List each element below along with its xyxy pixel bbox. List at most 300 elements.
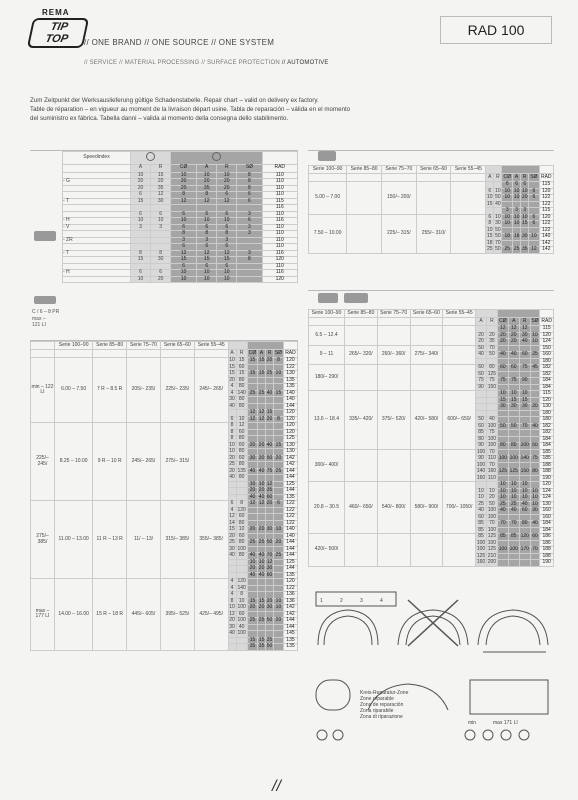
table-cell: 6 bbox=[131, 211, 151, 218]
sketch-dim-max: max 171 LI bbox=[493, 720, 518, 726]
table-cell: 6 bbox=[217, 244, 237, 251]
col-group-inside bbox=[486, 166, 502, 174]
table-cell: 30 bbox=[229, 545, 235, 552]
table-cell: 70 bbox=[530, 547, 540, 554]
table-cell: 40 bbox=[229, 630, 235, 636]
table-cell: 142 bbox=[539, 240, 553, 247]
series-cell bbox=[451, 182, 486, 215]
table-cell: 184 bbox=[540, 436, 554, 443]
table-cell: 15 bbox=[131, 257, 151, 264]
table-cell: 125 bbox=[509, 468, 518, 474]
sketch-dim-min: min bbox=[468, 720, 477, 726]
table-cell: 10 bbox=[513, 194, 520, 200]
table-cell: 10 bbox=[217, 276, 237, 283]
table-cell: 144 bbox=[283, 566, 297, 573]
table-cell: 125 bbox=[283, 436, 297, 443]
table-cell: 12 bbox=[236, 423, 247, 430]
table-cell: 122 bbox=[283, 520, 297, 527]
col-group-combi bbox=[171, 152, 262, 165]
column-header: R bbox=[486, 318, 497, 326]
truck-repair-table bbox=[30, 340, 298, 651]
series-cell: 245/– 265/ bbox=[194, 358, 228, 423]
table-cell: 20 bbox=[258, 565, 265, 571]
table-cell: 80 bbox=[236, 449, 247, 456]
table-cell: 10 bbox=[513, 213, 520, 220]
table-cell: 144 bbox=[283, 624, 297, 631]
table-cell: 8 bbox=[236, 501, 247, 508]
table-cell: 20 bbox=[229, 376, 235, 383]
table-cell: 40 bbox=[476, 352, 487, 359]
table-cell: 20 bbox=[273, 455, 283, 462]
table-cell: 115 bbox=[540, 326, 554, 333]
table-cell: 150 bbox=[520, 468, 529, 474]
table-cell: 100 bbox=[487, 422, 497, 429]
table-cell: 25 bbox=[486, 246, 493, 252]
series-cell: 11 R – 13 R bbox=[93, 501, 127, 579]
table-cell: 40 bbox=[497, 352, 508, 359]
table-cell: 50 bbox=[266, 617, 273, 623]
table-cell: 40 bbox=[258, 467, 265, 474]
table-cell: 122 bbox=[539, 227, 553, 234]
vehicle-load-label: 275/– 385/ bbox=[31, 501, 55, 579]
table-cell: 40 bbox=[236, 624, 247, 631]
table-cell: 75 bbox=[508, 378, 519, 385]
table-cell: 75 bbox=[476, 378, 487, 385]
series-cell bbox=[443, 365, 476, 391]
table-cell: 15 bbox=[258, 370, 265, 376]
table-cell: 50 bbox=[495, 233, 501, 239]
series-cell: 255/– 310/ bbox=[416, 214, 451, 253]
table-cell: 75 bbox=[497, 378, 508, 385]
vehicle-load-label: min – 122 LI bbox=[31, 358, 55, 423]
series-cell: 150/– 200/ bbox=[381, 182, 416, 215]
table-cell: 10 bbox=[530, 332, 540, 339]
series-cell bbox=[443, 345, 476, 365]
table-cell: 60 bbox=[236, 442, 247, 449]
header-cell bbox=[381, 174, 416, 182]
table-cell: 60 bbox=[236, 533, 247, 540]
table-cell: 30 bbox=[530, 508, 540, 515]
table-cell: 6 bbox=[529, 214, 539, 221]
table-cell: 10 bbox=[529, 234, 539, 241]
table-cell: 144 bbox=[283, 553, 297, 560]
table-cell bbox=[508, 560, 519, 567]
table-cell: 100 bbox=[237, 545, 246, 552]
col-rad bbox=[262, 152, 297, 165]
table-cell: 10 bbox=[171, 218, 197, 225]
table-cell: 184 bbox=[540, 443, 554, 450]
table-cell: 6 bbox=[529, 195, 539, 202]
column-header: CØ bbox=[248, 349, 257, 356]
table-cell: 10 bbox=[229, 441, 235, 448]
table-cell: 10 bbox=[519, 495, 530, 502]
table-cell: 10 bbox=[519, 482, 530, 489]
table-cell: 188 bbox=[540, 462, 554, 469]
table-cell: 6 bbox=[228, 416, 236, 423]
table-cell: 50 bbox=[495, 246, 501, 252]
table-cell: 10 bbox=[513, 187, 520, 194]
sketch-label: Kreis-Reparatur-Zone bbox=[360, 690, 409, 696]
truck-table bbox=[30, 341, 298, 651]
table-cell: 6 bbox=[486, 214, 494, 221]
tire-size-cell: 6.5 – 12.4 bbox=[309, 326, 345, 346]
table-cell: 10 bbox=[495, 187, 501, 194]
table-cell: 8 bbox=[171, 231, 197, 238]
series-cell: 9 R – 10 R bbox=[93, 423, 127, 501]
table-cell: 60 bbox=[497, 365, 508, 372]
series-cell bbox=[410, 326, 443, 346]
series-cell: 445/– 605/ bbox=[127, 579, 161, 651]
table-cell: 40 bbox=[508, 508, 519, 515]
table-cell: 10 bbox=[197, 172, 217, 179]
table-cell: 40 bbox=[497, 508, 508, 515]
table-cell: 10 bbox=[131, 276, 151, 283]
tire-size-cell: 13.6 – 18.4 bbox=[309, 391, 345, 450]
tire-size-cell: 5.00 – 7.00 bbox=[309, 182, 347, 215]
table-cell: 20 bbox=[476, 339, 487, 346]
table-cell: 25 bbox=[258, 389, 265, 396]
col-group-combi bbox=[247, 342, 283, 350]
table-cell: 100 bbox=[487, 442, 497, 448]
table-cell: 15 bbox=[273, 442, 283, 449]
table-cell: 40 bbox=[229, 402, 235, 409]
table-cell: 20 bbox=[486, 495, 497, 502]
tire-size-cell: 14.00 – 16.00 bbox=[55, 579, 93, 651]
table-cell: 142 bbox=[283, 605, 297, 612]
table-cell: 30 bbox=[266, 604, 273, 610]
table-cell: 140 bbox=[539, 234, 553, 241]
table-cell: 10 bbox=[497, 391, 508, 398]
table-cell: 60 bbox=[530, 534, 540, 541]
table-cell: 122 bbox=[539, 221, 553, 228]
table-cell: 15 bbox=[486, 200, 493, 207]
column-header: SØ bbox=[530, 173, 538, 180]
table-cell: 8 bbox=[273, 358, 283, 365]
table-cell: 80 bbox=[497, 443, 508, 450]
series-header: Serie 100–90 bbox=[55, 342, 93, 350]
series-header: Serie 55–45 bbox=[194, 342, 228, 350]
table-cell: 8 bbox=[197, 231, 217, 238]
table-cell: 180 bbox=[540, 358, 554, 365]
table-cell: 80 bbox=[236, 462, 247, 469]
table-cell: 6 bbox=[171, 263, 197, 270]
table-cell: 80 bbox=[236, 377, 247, 384]
table-cell: 100 bbox=[520, 442, 529, 448]
intro-line: Zum Zeitpunkt der Werksauslieferung gültige Schadenstabelle. Repair chart – valid on delivery ex factory. bbox=[30, 97, 319, 104]
table-cell: 25 bbox=[273, 553, 283, 560]
column-header: A bbox=[228, 350, 236, 358]
table-cell: 12 bbox=[258, 500, 265, 506]
column-header: R bbox=[494, 174, 502, 182]
table-cell: 130 bbox=[283, 371, 297, 378]
table-cell: 140 bbox=[237, 584, 246, 591]
series-header: Serie 55–45 bbox=[443, 310, 476, 318]
agri-table bbox=[308, 309, 554, 567]
table-cell: 185 bbox=[540, 456, 554, 463]
table-cell: 3 bbox=[521, 208, 529, 215]
table-cell: 124 bbox=[540, 488, 554, 495]
tire-size-cell: 20.8 – 30.5 bbox=[309, 482, 345, 534]
table-cell: 35 bbox=[197, 185, 217, 192]
table-cell: 25 bbox=[476, 501, 487, 508]
table-cell: 20 bbox=[151, 179, 171, 186]
table-cell: - T bbox=[63, 250, 131, 257]
sketch-number-4: 4 bbox=[380, 598, 383, 604]
header-cell bbox=[377, 318, 410, 326]
table-cell: 30 bbox=[519, 332, 530, 339]
table-cell: 125 bbox=[487, 370, 497, 377]
table-cell: 25 bbox=[247, 618, 257, 625]
table-cell: 12 bbox=[258, 409, 265, 415]
header-cell bbox=[539, 166, 553, 174]
table-cell: 80 bbox=[236, 520, 247, 527]
repair-zone-sketches bbox=[308, 590, 554, 750]
table-cell: 20 bbox=[247, 442, 257, 449]
table-cell: 50 bbox=[495, 194, 501, 200]
table-cell: 120 bbox=[283, 416, 297, 423]
table-cell: 120 bbox=[283, 423, 297, 430]
table-cell: 122 bbox=[539, 195, 553, 202]
table-cell: 10 bbox=[497, 495, 508, 502]
table-cell: 50 bbox=[266, 539, 273, 545]
table-cell: 30 bbox=[151, 257, 171, 264]
series-cell bbox=[345, 326, 378, 346]
logo-tiptop-badge bbox=[27, 18, 89, 48]
table-cell: 10 bbox=[171, 276, 197, 283]
table-cell: 190 bbox=[540, 475, 554, 482]
table-cell: 60 bbox=[266, 571, 273, 578]
table-cell: 8 bbox=[228, 429, 236, 436]
table-cell: 10 bbox=[530, 488, 540, 495]
table-cell: 35 bbox=[486, 339, 497, 346]
table-cell: 70 bbox=[495, 239, 501, 246]
table-cell: 184 bbox=[540, 378, 554, 385]
table-cell: 10 bbox=[217, 218, 237, 225]
table-cell bbox=[519, 560, 530, 567]
table-cell: 124 bbox=[540, 495, 554, 502]
tire-size-cell: 11.00 – 13.00 bbox=[55, 501, 93, 579]
table-cell: 80 bbox=[236, 475, 247, 482]
header-cell bbox=[127, 350, 161, 358]
series-header: Serie 65–60 bbox=[410, 310, 443, 318]
table-cell: 130 bbox=[283, 442, 297, 449]
table-cell: 6 bbox=[197, 263, 217, 270]
table-cell: 185 bbox=[540, 449, 554, 456]
table-cell: 130 bbox=[283, 449, 297, 456]
table-cell: 25 bbox=[258, 539, 265, 545]
table-cell: 10 bbox=[513, 220, 520, 226]
table-cell: 40 bbox=[229, 552, 235, 558]
table-cell: 10 bbox=[197, 276, 217, 283]
series-cell bbox=[377, 534, 410, 567]
table-cell: 50 bbox=[266, 454, 273, 461]
table-cell: 116 bbox=[262, 250, 297, 257]
header-cell bbox=[309, 318, 345, 326]
table-cell: 6 bbox=[237, 198, 262, 205]
table-cell: 135 bbox=[237, 467, 246, 474]
table-cell: 25 bbox=[229, 461, 235, 467]
table-cell: 40 bbox=[519, 339, 530, 346]
series-cell: 355/– 385/ bbox=[194, 501, 228, 579]
table-cell: 40 bbox=[247, 572, 257, 579]
tire-size-cell: 6.00 – 7.50 bbox=[55, 358, 93, 423]
table-cell: 110 bbox=[262, 192, 297, 199]
series-cell bbox=[410, 365, 443, 391]
header-cell bbox=[31, 350, 55, 358]
table-cell: 6 bbox=[171, 244, 197, 251]
intro-text bbox=[30, 96, 550, 123]
table-cell: 110 bbox=[262, 231, 297, 238]
table-cell: 122 bbox=[283, 364, 297, 371]
table-cell: 6 bbox=[521, 182, 529, 189]
series-cell bbox=[345, 534, 378, 567]
series-cell: 700/– 1050/ bbox=[443, 482, 476, 534]
table-cell: 10 bbox=[258, 480, 265, 487]
table-cell: 85 bbox=[476, 430, 487, 437]
table-cell: 110 bbox=[262, 172, 297, 179]
table-cell: 116 bbox=[262, 205, 297, 212]
table-cell: 25 bbox=[247, 390, 257, 397]
table-cell: 6 bbox=[151, 270, 171, 277]
table-cell: 100 bbox=[487, 513, 497, 520]
table-cell: 15 bbox=[258, 636, 265, 643]
series-cell bbox=[416, 182, 451, 215]
column-header: SØ bbox=[274, 349, 283, 356]
table-cell: 110 bbox=[262, 211, 297, 218]
column-header: SØ bbox=[531, 317, 539, 324]
column-header: SØ bbox=[237, 164, 262, 172]
table-cell: 60 bbox=[236, 429, 247, 436]
table-cell bbox=[530, 560, 540, 567]
table-cell: 80 bbox=[508, 443, 519, 450]
header-cell bbox=[194, 350, 228, 358]
table-cell: 50 bbox=[508, 423, 519, 430]
table-cell: 30 bbox=[497, 404, 508, 411]
table-cell: 8 bbox=[228, 436, 236, 443]
car-label-c: C / 6 – 8 PR bbox=[32, 309, 60, 315]
agri-repair-table bbox=[308, 290, 554, 565]
table-cell: 10 bbox=[486, 488, 497, 495]
table-cell: 135 bbox=[283, 572, 297, 579]
table-cell: 20 bbox=[229, 532, 235, 539]
table-cell bbox=[63, 276, 131, 283]
table-cell: 20 bbox=[171, 179, 197, 186]
table-cell: 122 bbox=[283, 501, 297, 508]
table-cell: 144 bbox=[283, 403, 297, 410]
table-cell: 10 bbox=[258, 558, 265, 565]
table-cell: 12 bbox=[508, 326, 519, 333]
table-cell: 25 bbox=[513, 246, 520, 252]
header-cell bbox=[345, 318, 378, 326]
tire-size-cell: 420/– 500/ bbox=[309, 534, 345, 567]
table-cell: 3 bbox=[131, 224, 151, 231]
table-cell: 25 bbox=[266, 370, 273, 376]
table-cell: 10 bbox=[217, 172, 237, 179]
table-cell: 90 bbox=[476, 384, 487, 391]
table-cell: 75 bbox=[486, 430, 497, 437]
table-cell: 20 bbox=[486, 332, 497, 339]
table-cell: 10 bbox=[236, 598, 247, 605]
table-cell: 4 bbox=[228, 384, 236, 391]
table-cell: 60 bbox=[476, 365, 487, 372]
table-cell: 30 bbox=[258, 454, 265, 461]
table-cell: 100 bbox=[476, 546, 486, 552]
header-cell bbox=[451, 174, 486, 182]
table-cell: 70 bbox=[486, 521, 497, 528]
series-cell bbox=[347, 214, 382, 253]
table-cell: 136 bbox=[283, 592, 297, 599]
table-cell: 20 bbox=[247, 566, 257, 573]
table-cell: 182 bbox=[540, 423, 554, 430]
table-row bbox=[63, 276, 298, 283]
table-cell: 35 bbox=[247, 644, 257, 651]
table-cell: 60 bbox=[236, 514, 247, 521]
table-cell: 15 bbox=[229, 526, 235, 532]
car-repair-table bbox=[30, 150, 298, 328]
header-cell bbox=[31, 342, 55, 350]
table-cell: 10 bbox=[151, 218, 171, 225]
table-cell: 110 bbox=[262, 224, 297, 231]
table-cell: 15 bbox=[247, 371, 257, 378]
table-cell: 10 bbox=[502, 195, 513, 202]
table-cell: 100 bbox=[509, 455, 518, 461]
series-cell: 245/– 265/ bbox=[127, 423, 161, 501]
table-cell: 6 bbox=[197, 244, 217, 251]
table-cell: 8 bbox=[236, 592, 247, 599]
table-cell: 10 bbox=[273, 605, 283, 612]
table-cell: 25 bbox=[273, 468, 283, 475]
table-cell: 10 bbox=[247, 481, 257, 488]
table-cell: 160 bbox=[487, 468, 497, 474]
series-cell: 225/– 315/ bbox=[381, 214, 416, 253]
table-cell: 6 bbox=[197, 211, 217, 218]
table-cell: 75 bbox=[519, 365, 530, 372]
series-cell: 260/– 360/ bbox=[377, 345, 410, 365]
table-cell: 10 bbox=[273, 527, 283, 534]
table-cell: 60 bbox=[266, 493, 273, 500]
table-cell: 80 bbox=[236, 384, 247, 391]
table-cell: 15 bbox=[236, 358, 247, 365]
table-cell: 70 bbox=[508, 521, 519, 528]
table-cell: 145 bbox=[283, 631, 297, 638]
table-cell: 6 bbox=[217, 211, 237, 218]
table-cell: 115 bbox=[539, 182, 553, 189]
tire-combi-icon bbox=[212, 152, 221, 161]
series-cell bbox=[443, 326, 476, 346]
table-cell: 75 bbox=[266, 467, 273, 474]
van-icon bbox=[34, 296, 56, 304]
table-cell: 144 bbox=[283, 546, 297, 553]
table-cell: 80 bbox=[476, 436, 487, 443]
table-cell: 70 bbox=[486, 449, 497, 456]
table-cell: 10 bbox=[497, 488, 508, 495]
table-cell: 80 bbox=[236, 403, 247, 410]
series-cell: 205/– 235/ bbox=[127, 358, 161, 423]
table-cell: 124 bbox=[540, 339, 554, 346]
table-cell: 115 bbox=[539, 208, 553, 215]
table-cell: 186 bbox=[540, 534, 554, 541]
table-cell: 6 bbox=[131, 270, 151, 277]
table-cell: 12 bbox=[229, 513, 235, 519]
table-cell: 142 bbox=[283, 455, 297, 462]
series-cell: 265/– 320/ bbox=[345, 345, 378, 365]
table-cell: 10 bbox=[236, 527, 247, 534]
table-cell: 120 bbox=[540, 332, 554, 339]
table-cell: 40 bbox=[486, 417, 497, 424]
column-header: A bbox=[476, 318, 487, 326]
table-cell: 40 bbox=[530, 521, 540, 528]
series-cell: 225/– 235/ bbox=[160, 358, 194, 423]
